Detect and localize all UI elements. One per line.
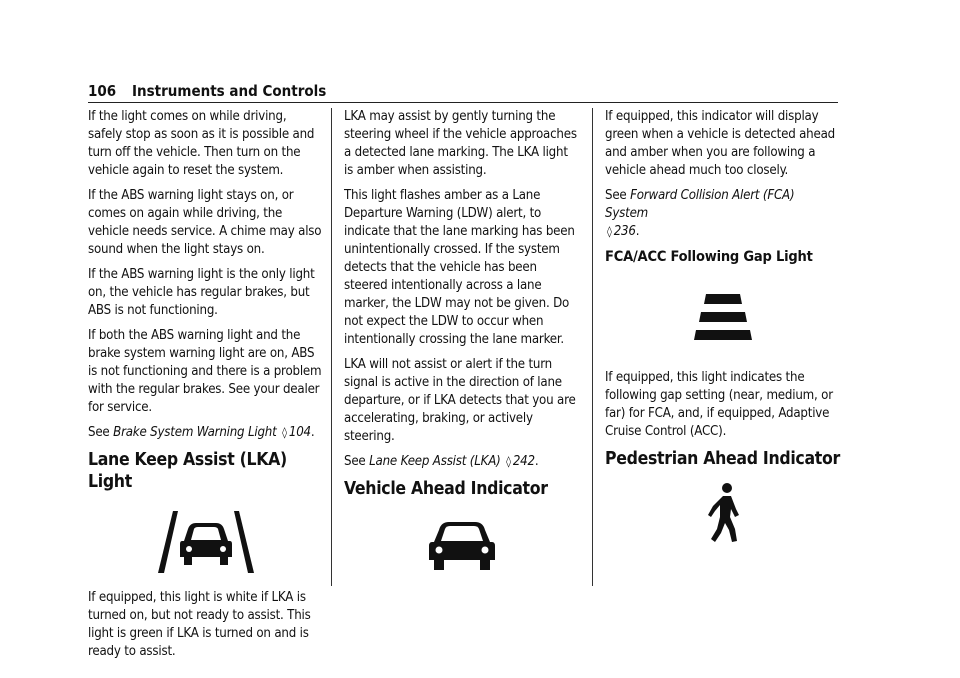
section-heading: Pedestrian Ahead Indicator (605, 449, 840, 469)
paragraph: LKA will not assist or alert if the turn signal is active in the direction of lane departure, or if LKA detects that you are accelerating, braking, or actively steering. (344, 357, 576, 444)
page-ref[interactable]: 236 (613, 224, 636, 239)
section-heading: Lane Keep Assist (LKA) Light (88, 450, 287, 492)
page-header (88, 80, 838, 103)
see-reference: See Brake System Warning Light ◊ 104. (88, 425, 315, 440)
lane-keep-assist-icon (88, 497, 323, 589)
column-2 (344, 108, 579, 588)
column-divider (331, 108, 332, 586)
pedestrian-icon (605, 474, 840, 552)
column-divider (592, 108, 593, 586)
see-reference: See Lane Keep Assist (LKA) ◊ 242. (344, 454, 539, 469)
paragraph: If equipped, this indicator will display green when a vehicle is detected ahead and amber when you are following a vehicle ahead much too closely. (605, 109, 835, 178)
subsection-heading: FCA/ACC Following Gap Light (605, 249, 813, 265)
paragraph: If both the ABS warning light and the brake system warning light are on, ABS is not functioning and there is a problem with the regular brakes. See your dealer for service. (88, 328, 322, 415)
paragraph: If equipped, this light is white if LKA is turned on, but not ready to assist. This light is green if LKA is turned on and is ready to assist. (88, 590, 311, 659)
reference-link[interactable]: Lane Keep Assist (LKA) (369, 454, 501, 469)
section-heading: Vehicle Ahead Indicator (344, 479, 548, 499)
paragraph: If the ABS warning light is the only light on, the vehicle has regular brakes, but ABS is not functioning. (88, 267, 315, 318)
vehicle-ahead-icon (344, 504, 579, 588)
paragraph: If equipped, this light indicates the following gap setting (near, medium, or far) for FCA, and, if equipped, Adaptive Cruise Control (ACC). (605, 370, 833, 439)
paragraph: This light flashes amber as a Lane Departure Warning (LDW) alert, to indicate that the lane marking has been unintentionally crossed. If the system detects that the vehicle has been steered intentionally across a lane marker, the LDW may not be given. Do not expect the LDW to occur when intentionally crossing the lane marker. (344, 188, 575, 347)
paragraph: If the ABS warning light stays on, or comes on again while driving, the vehicle needs service. A chime may also sound when the light stays on. (88, 188, 322, 257)
page-ref[interactable]: 104 (288, 425, 311, 440)
page-ref-icon: ◊ (282, 426, 287, 439)
see-reference: See Forward Collision Alert (FCA) System ◊ 236. (605, 188, 795, 239)
page-number: 106 (88, 82, 117, 100)
reference-link[interactable]: Forward Collision Alert (FCA) System (605, 188, 795, 221)
paragraph: LKA may assist by gently turning the steering wheel if the vehicle approaches a detected lane marking. The LKA light is amber when assisting. (344, 109, 577, 178)
page-ref[interactable]: 242 (512, 454, 535, 469)
paragraph: If the light comes on while driving, safely stop as soon as it is possible and turn off the vehicle. Then turn on the vehicle again to reset the system. (88, 109, 315, 178)
reference-link[interactable]: Brake System Warning Light (113, 425, 277, 440)
page-ref-icon: ◊ (506, 455, 511, 468)
following-gap-icon (605, 271, 840, 369)
column-3 (605, 108, 840, 552)
column-1 (88, 108, 323, 668)
page-ref-icon: ◊ (607, 225, 612, 238)
section-title: Instruments and Controls (132, 82, 327, 100)
